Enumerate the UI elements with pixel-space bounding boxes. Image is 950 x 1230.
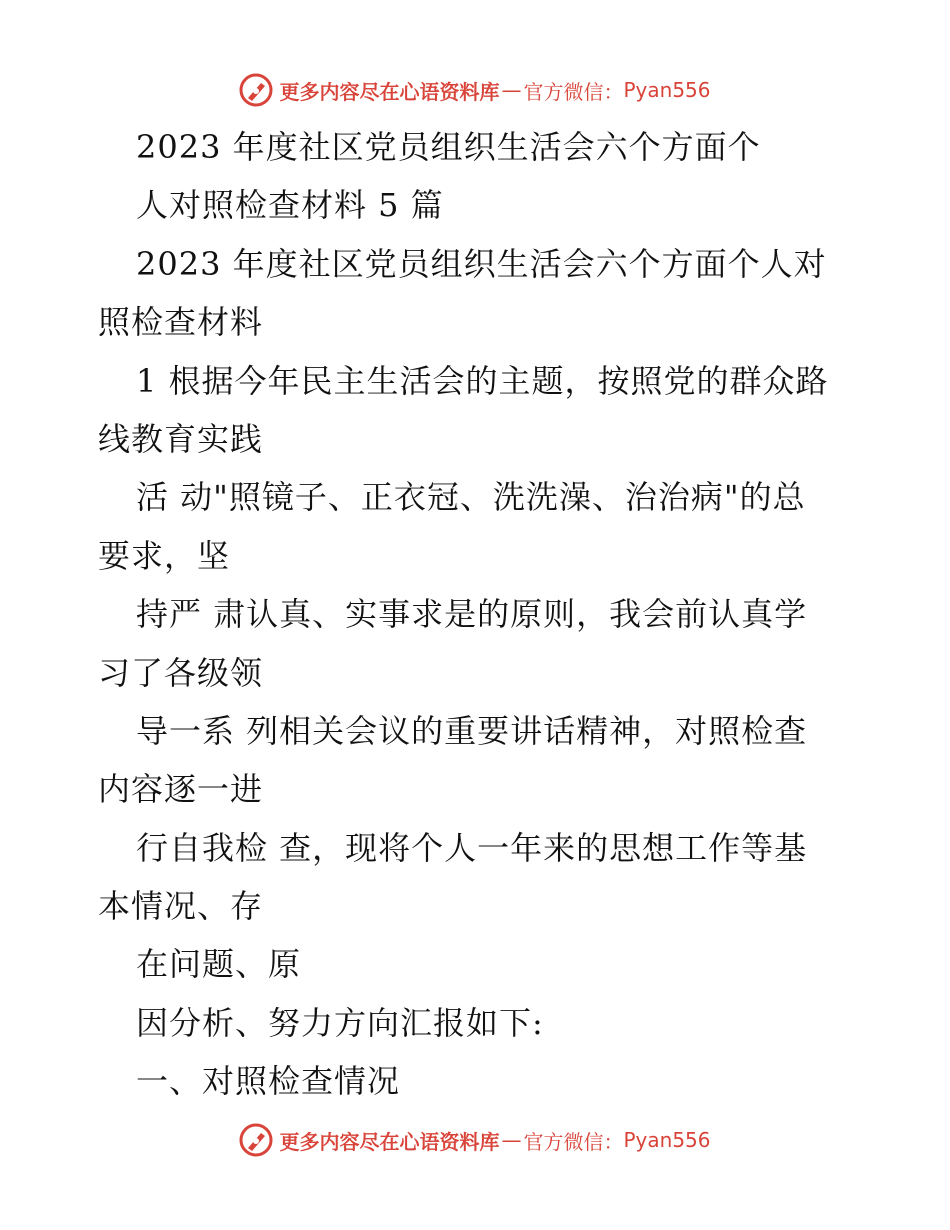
doc-line: 2023 年度社区党员组织生活会六个方面个 (136, 128, 761, 166)
banner-text: 更多内容尽在心语资料库 (279, 79, 500, 104)
banner-wechat-id: Pyan556 (623, 1128, 711, 1152)
document-body (98, 118, 858, 1111)
doc-line: 线教育实践 (98, 419, 264, 458)
banner-separator: — (501, 1128, 522, 1152)
banner-wechat-label: 官方微信： (523, 1129, 624, 1154)
doc-line: 本情况、存 (98, 887, 264, 926)
doc-line: 因分析、努力方向汇报如下: (136, 1003, 544, 1042)
doc-line: 2023 年度社区党员组织生活会六个方面个人对 (136, 244, 827, 283)
doc-line: 人对照检查材料 5 篇 (136, 186, 444, 225)
doc-line: 导一系 列相关会议的重要讲话精神，对照检查 (136, 711, 808, 750)
footer-watermark-banner (0, 1120, 950, 1160)
banner-separator: — (501, 78, 522, 102)
header-watermark-banner (0, 70, 950, 110)
doc-line: 在问题、原 (136, 945, 302, 984)
doc-line: 内容逐一进 (98, 770, 264, 809)
pen-logo-icon (239, 1123, 273, 1157)
doc-line: 持严 肃认真、实事求是的原则，我会前认真学 (136, 595, 808, 634)
banner-wechat-id: Pyan556 (623, 78, 711, 102)
doc-line: 一、对照检查情况 (136, 1062, 401, 1101)
doc-line: 要求，坚 (98, 536, 231, 575)
doc-line: 习了各级领 (98, 653, 264, 692)
doc-line: 行自我检 查，现将个人一年来的思想工作等基 (136, 828, 808, 867)
doc-line: 1 根据今年民主生活会的主题，按照党的群众路 (136, 361, 829, 400)
pen-logo-icon (239, 73, 273, 107)
banner-text: 更多内容尽在心语资料库 (279, 1129, 500, 1154)
doc-line: 照检查材料 (98, 303, 264, 342)
banner-wechat-label: 官方微信： (523, 79, 624, 104)
doc-line: 活 动"照镜子、正衣冠、洗洗澡、治治病"的总 (136, 478, 806, 517)
